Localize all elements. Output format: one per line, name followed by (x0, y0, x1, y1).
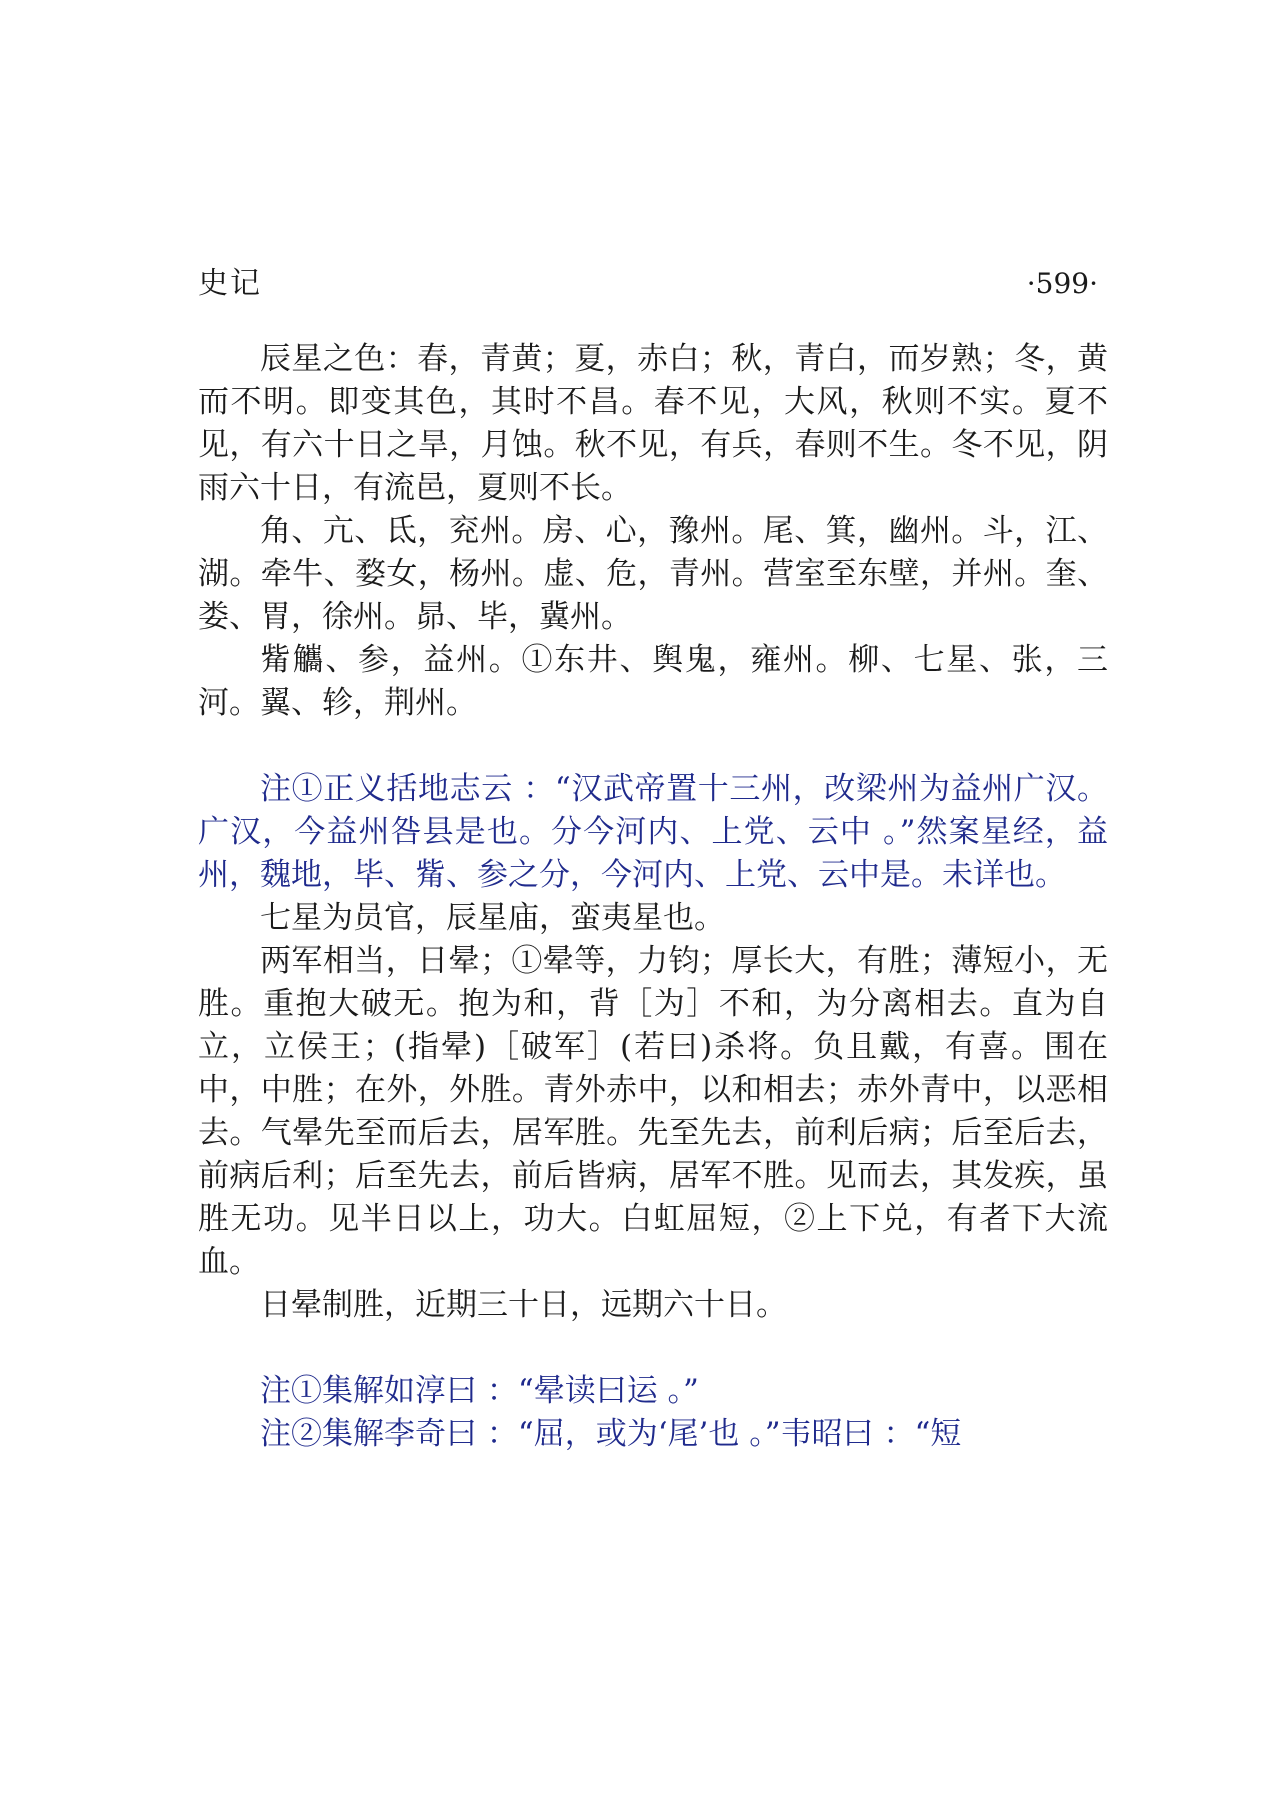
paragraph: 两军相当，日晕；①晕等，力钧；厚长大，有胜；薄短小，无胜。重抱大破无。抱为和，背［为］不和，为分离相去。直为自立，立侯王；(指晕)［破军］(若曰)杀将。负且戴，有喜。围在中，中胜；在外，外胜。青外赤中，以和相去；赤外青中，以恶相去。气晕先至而后去，居军胜。先至先去，前利后病；后至后去，前病后利；后至先去，前后皆病，居军不胜。见而去，其发疾，虽胜无功。见半日以上，功大。白虹屈短，②上下兑，有者下大流血。 (198, 943, 1108, 1280)
book-title: 史记 (198, 266, 262, 301)
page-body (198, 338, 1108, 1456)
annotation-note: 注②集解李奇曰 ：“屈，或为‘尾’也 。”韦昭曰 ：“短 (260, 1416, 962, 1452)
paragraph: 辰星之色：春，青黄；夏，赤白；秋，青白，而岁熟；冬，黄而不明。即变其色，其时不昌。春不见，大风，秋则不实。夏不见，有六十日之旱，月蚀。秋不见，有兵，春则不生。冬不见，阴雨六十日，有流邑，夏则不长。 (198, 341, 1108, 506)
paragraph: 日晕制胜，近期三十日，远期六十日。 (260, 1287, 787, 1323)
paragraph: 觜觿、参，益州。①东井、舆鬼，雍州。柳、七星、张，三河。翼、轸，荆州。 (198, 642, 1108, 721)
spacer (198, 1327, 1108, 1370)
annotation-note: 注①正义括地志云 ：“汉武帝置十三州，改梁州为益州广汉。广汉，今益州咎县是也。分今河内、上党、云中 。”然案星经，益州，魏地，毕、觜、参之分，今河内、上党、云中是。未详也。 (198, 771, 1108, 893)
paragraph: 七星为员官，辰星庙，蛮夷星也。 (260, 900, 725, 936)
spacer (198, 725, 1108, 768)
annotation-note: 注①集解如淳曰 ：“晕读曰运 。” (260, 1373, 699, 1409)
page-number: ·599· (1026, 267, 1098, 300)
page-header (198, 264, 1108, 320)
book-page (198, 264, 1108, 1456)
paragraph: 角、亢、氐，兖州。房、心，豫州。尾、箕，幽州。斗，江、湖。牵牛、婺女，杨州。虚、危，青州。营室至东壁，并州。奎、娄、胃，徐州。昴、毕，冀州。 (198, 513, 1108, 635)
